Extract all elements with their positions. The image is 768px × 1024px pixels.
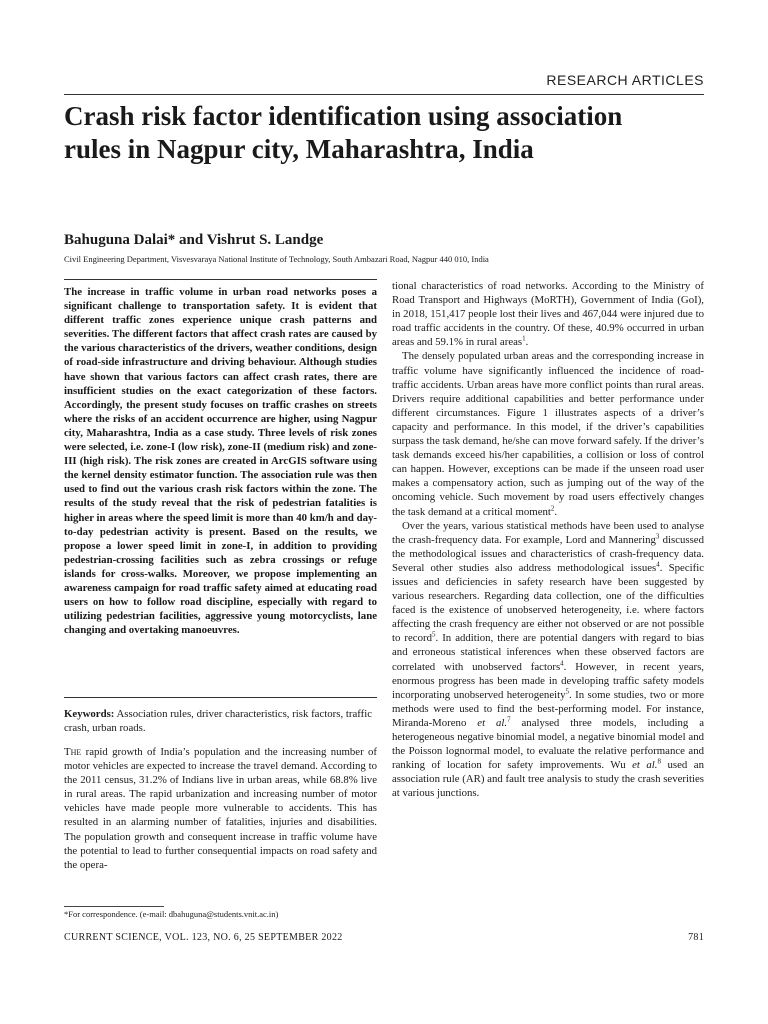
page-number: 781 [688, 932, 704, 943]
keywords-label: Keywords: [64, 708, 115, 720]
citation-ref[interactable]: 3 [655, 532, 660, 541]
citation-ref[interactable]: 5 [565, 687, 570, 696]
right-column [392, 279, 704, 800]
citation-ref[interactable]: 1 [522, 334, 526, 343]
abstract: The increase in traffic volume in urban road networks poses a significant challenge to transportation safety. It is evident that different traffic zones experience unique crash patterns and severities. The different factors that affect crash rates are caused by the various characteristics of the drivers, weather conditions, design of road-side infrastructure and driving behaviour. Although studies have shown that various factors can affect crash rates, there are insufficient studies on the exact categorization of these factors. Accordingly, the present study focuses on traffic crashes on streets where the risks of an accident occurrence are higher, using Nagpur city, Maharashtra, India as a case study. Three levels of risk zones were selected, i.e. zone-I (low risk), zone-II (medium risk) and zone-III (high risk). The risk zones are created in ArcGIS software using the kernel density estimator function. The association rule was then used to find out the various crash risk factors within the zone. The results of the study reveal that the risk of pedestrian fatalities is higher in areas where the speed limit is more than 40 km/h and day-to-day pedestrian activity is present. Based on the results, we propose a lower speed limit in zone-I, in addition to providing pedestrian-crossing facilities such as zebra crossings or refuge islands for cross-walks. Moreover, we propose implementing an awareness campaign for road traffic safety aimed at educating road users on how to follow road discipline, especially with regard to utilizing pedestrian facilities, aggressive young motorcyclists, lane changing and overtaking manoeuvres. [64, 286, 377, 637]
intro-lead-word: The [64, 746, 82, 758]
citation-ref[interactable]: 8 [657, 757, 661, 766]
citation-ref[interactable]: 5 [431, 630, 436, 639]
correspondence-footnote: *For correspondence. (e-mail: dbahuguna@students.vnit.ac.in) [64, 909, 279, 919]
article-title: Crash risk factor identification using association rules in Nagpur city, Maharashtra, India [64, 101, 623, 164]
keywords-block [64, 707, 377, 735]
keywords-text: Association rules, driver characteristics, risk factors, traffic crash, urban roads. [64, 708, 373, 735]
section-label: RESEARCH ARTICLES [546, 72, 704, 88]
citation-ref[interactable]: 7 [507, 715, 511, 724]
body-paragraph-1: tional characteristics of road networks. According to the Ministry of Road Transport and Highways (MoRTH), Government of India (GoI), in 2018, 151,417 people lost their lives and 467,044 were injured due to road traffic accidents in the country. Of these, 40.9% occurred in urban areas and 59.1% in rural areas$^1$. [392, 280, 704, 349]
journal-citation: CURRENT SCIENCE, VOL. 123, NO. 6, 25 SEPTEMBER 2022 [64, 932, 343, 943]
author-list: Bahuguna Dalai* and Vishrut S. Landge [64, 232, 324, 248]
body-paragraph-3: Over the years, various statistical methods have been used to analyse the crash-frequency data. For example, Lord and Mannering$^3$ discussed the methodological issues and characteristics of crash-frequency data. Several other studies also address methodological issues$^4$. Specific issues and deficiencies in safety research have been suggested by various researchers. Regarding data collection, one of the difficulties faced is the existence of unobserved heterogeneity, i.e. where factors affecting the crash frequency are either not observed or are not possible to record$^5$. In addition, there are potential dangers with regard to bias and erroneous statistical inferences when these observed factors are correlated with unobserved factors$^4$. However, in recent years, enormous progress has been made in developing traffic safety models incorporating unobserved heterogeneity$^5$. In some studies, two or more methods were used to find the best-performing model. For instance, Miranda-Moreno et al.$^7$ analysed three models, including a heterogeneous negative binomial model, a negative binomial model and the Poisson lognormal model, to evaluate the relative performance and ranking of location for safety improvements. Wu et al.$^8$ used an association rule (AR) and fault tree analysis to study the crash severities at various junctions. [392, 519, 705, 800]
abstract-top-divider [64, 279, 377, 280]
citation-ref[interactable]: 2 [550, 503, 555, 512]
body-paragraph-2: The densely populated urban areas and the corresponding increase in traffic volume have significantly influenced the incidence of road-traffic accidents. Urban areas have more conflict points than rural areas. Drivers require additional capabilities and better performance under different circumstances. Figure 1 illustrates aspects of a driver’s capacity and performance. In this model, if the driver’s capabilities surpass the task demand, he/she can move forward safely. If the driver’s task demands exceed his/her capabilities, a collision or loss of control can happen. However, exceptions can be made if the unseen road user makes a compensatory action, such as jumping out of the way of the oncoming vehicle. Such movement by road users effectively changes the task demand at a critical moment$^2$. [392, 350, 704, 518]
citation-ref[interactable]: 4 [560, 658, 564, 667]
author-affiliation: Civil Engineering Department, Visvesvaraya National Institute of Technology, South Ambazari Road, Nagpur 440 010, India [64, 254, 489, 264]
abstract-bottom-divider [64, 697, 377, 698]
footnote-divider [64, 906, 164, 907]
intro-paragraph [64, 745, 377, 872]
citation-ref[interactable]: 4 [656, 560, 660, 569]
intro-text: rapid growth of India’s population and the increasing number of motor vehicles are expected to increase the travel demand. According to the 2011 census, 31.2% of Indians live in urban areas, while 68.8% live in rural areas. The rapid urbanization and increasing number of motor vehicles have made people more vulnerable to accidents. This has resulted in an alarming number of fatalities, injuries and disabilities. The population growth and consequent increase in traffic volume have the potential to lead to further consequential impacts on road safety and the opera- [64, 746, 377, 871]
title-divider [64, 94, 704, 95]
